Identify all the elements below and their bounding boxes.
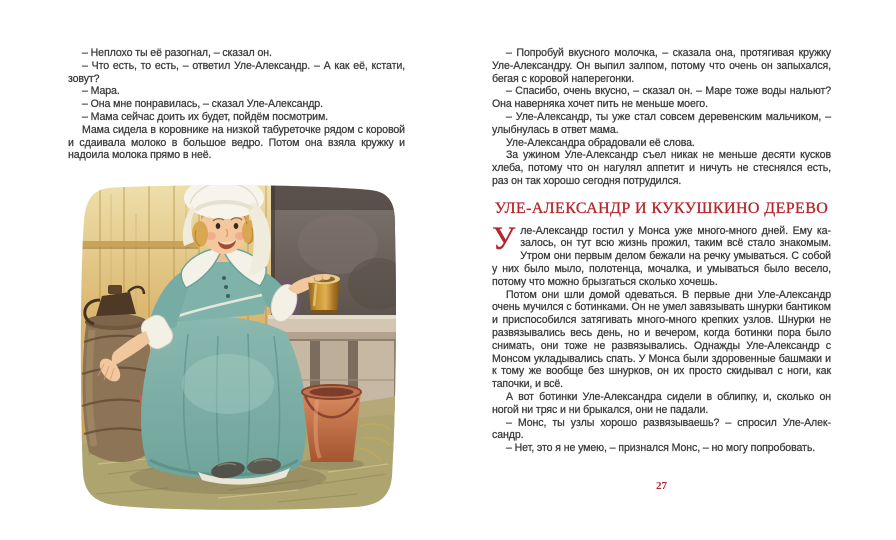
narration-paragraph: А вот ботинки Уле-Александра сидели в облипку, и, сколько он ногой ни тряс и ни брыкался, они не падали. <box>492 390 831 416</box>
dialogue-paragraph: – Уле-Александр, ты уже стал совсем деревенским мальчиком, – улыбнулась в ответ мама. <box>492 110 831 136</box>
right-page-text-block <box>492 47 831 455</box>
milkmaid-illustration <box>78 184 398 512</box>
page-number: 27 <box>656 480 667 492</box>
dialogue-paragraph: – Мама сейчас доить их будет, пойдём посмотрим. <box>82 110 328 123</box>
narration-paragraph: Потом они шли домой одеваться. В первые дни Уле-Александр очень мучился с ботинками. Он не умел завязывать шнурки бантиком и приспособился затягивать много-много крепких узлов. Шнурки не развязывались весь день, но и вечером, когда ботинки пора было снимать, они тоже не развязывались. Однажды Уле-Александр с Монсом укладывались спать. У Монса были здоровенные башмаки и к тому же вообще без шнурков, он их просто скидывал с ноги, как тапочки, и всё. <box>492 288 831 391</box>
dialogue-paragraph: – Монс, ты узлы хорошо развязываешь? – спросил Уле-Александр. <box>492 416 831 442</box>
dialogue-paragraph: – Что есть, то есть, – ответил Уле-Александр. – А как её, кстати, зовут? <box>68 59 405 85</box>
dialogue-paragraph: – Нет, это я не умею, – признался Монс, – но могу попробовать. <box>506 442 816 455</box>
narration-paragraph: За ужином Уле-Александр съел никак не меньше десяти кусков хлеба, потому что он нагулял аппетит и ничуть не стеснялся есть, раз он так хорошо сегодня потрудился. <box>492 149 831 187</box>
right-page <box>448 0 896 540</box>
dialogue-paragraph: – Мара. <box>82 85 120 98</box>
narration-paragraph: Уле-Александра обрадовали её слова. <box>506 136 695 149</box>
left-page-text-block <box>68 47 405 162</box>
drop-cap: У <box>492 220 516 257</box>
narration-paragraph: Мама сидела в коровнике на низкой табуреточке рядом с коровой и сдаивала молоко в большое ведро. Потом она взяла кружку и надоила молока прямо в неё. <box>68 123 405 162</box>
milk-mug <box>307 274 340 314</box>
chapter-heading: УЛЕ-АЛЕКСАНДР И КУКУШКИНО ДЕРЕВО <box>494 199 829 217</box>
dialogue-paragraph: – Спасибо, очень вкусно, – сказал он. – Маре тоже воды нальют? Она наверняка хочет пить не меньше моего. <box>492 85 831 111</box>
chapter-first-paragraph <box>492 220 831 289</box>
chapter-first-paragraph-text: ле-Александр гостил у Монса уже много-много дней. Ему казалось, он тут всю жизнь прожил, таким всё стало знакомым. Утром они первым делом бежали на речку умываться. С собой у них было мыло, полотенца, мочалка, и умываться было весело, потому что можно брызгаться сколько хочешь. <box>492 224 831 288</box>
dialogue-paragraph: – Неплохо ты её разогнал, – сказал он. <box>82 47 272 59</box>
dialogue-paragraph: – Попробуй вкусного молочка, – сказала она, протягивая кружку Уле-Александру. Он выпил залпом, потому что очень он запыхался, бегая с коровой наперегонки. <box>492 47 831 85</box>
dialogue-paragraph: – Она мне понравилась, – сказал Уле-Александр. <box>82 98 323 111</box>
